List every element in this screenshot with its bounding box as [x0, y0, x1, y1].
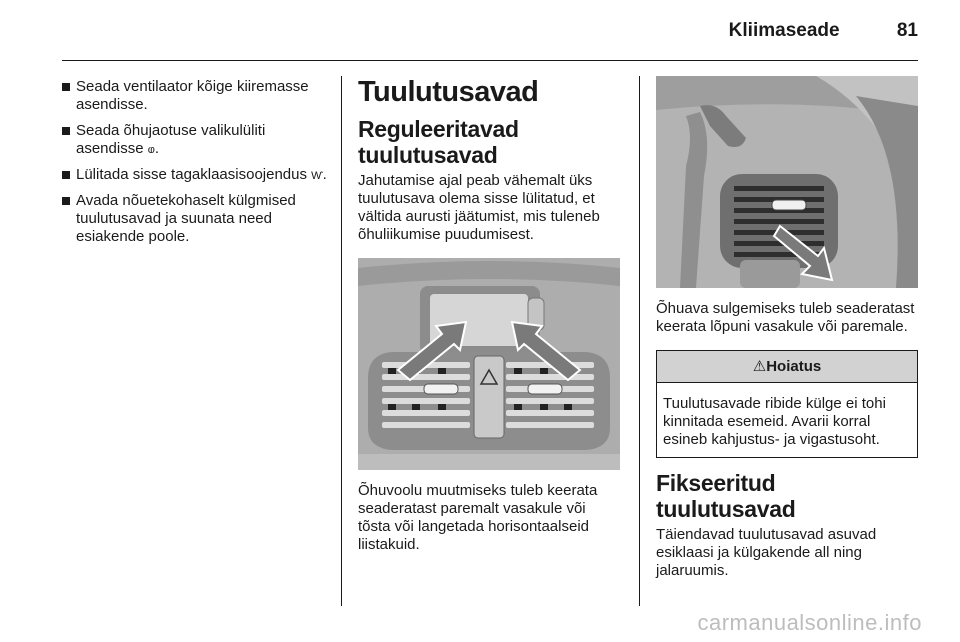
- list-item: [62, 78, 332, 114]
- bullet-icon: [62, 127, 70, 135]
- defrost-mode-icon: ⱷ: [147, 144, 155, 156]
- rear-window-heating-icon: Ⱳ: [311, 170, 323, 182]
- warning-header: [657, 351, 917, 383]
- section-heading: Tuulutusavad: [358, 76, 539, 108]
- list-item: [62, 166, 332, 184]
- paragraph: Täiendavad tuulutusavad asuvad esiklaasi ja külgakende all ning jalaruumis.: [656, 526, 877, 579]
- bullet-icon: [62, 83, 70, 91]
- list-item-text: Seada ventilaator kõige kiiremasse asendisse.: [76, 78, 309, 113]
- list-item: [62, 122, 332, 158]
- warning-triangle-icon: ⚠: [752, 358, 767, 375]
- header-rule: [62, 60, 918, 61]
- warning-box: [656, 350, 918, 458]
- list-item-text: Avada nõuetekohaselt külgmised tuulutusavad ja suunata need esiakende poole.: [76, 192, 296, 245]
- paragraph: Õhuvoolu muutmiseks tuleb keerata seaderatast paremalt vasakule või tõsta või langetada horisontaalseid liistakuid.: [358, 482, 598, 553]
- column-3: [656, 76, 918, 580]
- list-item-text: Seada õhujaotuse valikulüliti asendisse: [76, 122, 266, 157]
- subsection-heading: Fikseeritud tuulutusavad: [656, 470, 796, 522]
- column-divider-1: [341, 76, 342, 606]
- bullet-icon: [62, 197, 70, 205]
- bullet-list: [62, 78, 332, 246]
- paragraph: Jahutamise ajal peab vähemalt üks tuulutusava olema sisse lülitatud, et vältida aurusti jäätumist, mis tuleneb õhuliikumise puudumisest.: [358, 172, 600, 243]
- watermark: carmanualsonline.info: [697, 610, 922, 635]
- page-title: Kliimaseade: [728, 20, 840, 41]
- bullet-icon: [62, 171, 70, 179]
- column-divider-2: [639, 76, 640, 606]
- warning-title: Hoiatus: [766, 358, 822, 375]
- list-item-suffix: .: [154, 140, 160, 157]
- side-vent-illustration: [656, 76, 918, 288]
- center-vents-illustration: [358, 258, 620, 470]
- paragraph: Õhuava sulgemiseks tuleb seaderatast keerata lõpuni vasakule või paremale.: [656, 300, 915, 335]
- warning-body: Tuulutusavade ribide külge ei tohi kinnitada esemeid. Avarii korral esineb kahjustus- ja vigastusoht.: [663, 395, 886, 448]
- list-item-suffix: .: [322, 166, 327, 183]
- page-number: 81: [896, 20, 918, 41]
- column-1: [62, 78, 332, 254]
- column-2: [358, 76, 620, 554]
- list-item: [62, 192, 332, 246]
- subsection-heading: Reguleeritavad tuulutusavad: [358, 116, 519, 168]
- list-item-text: Lülitada sisse tagaklaasisoojendus: [76, 166, 307, 183]
- page-header: [729, 20, 918, 42]
